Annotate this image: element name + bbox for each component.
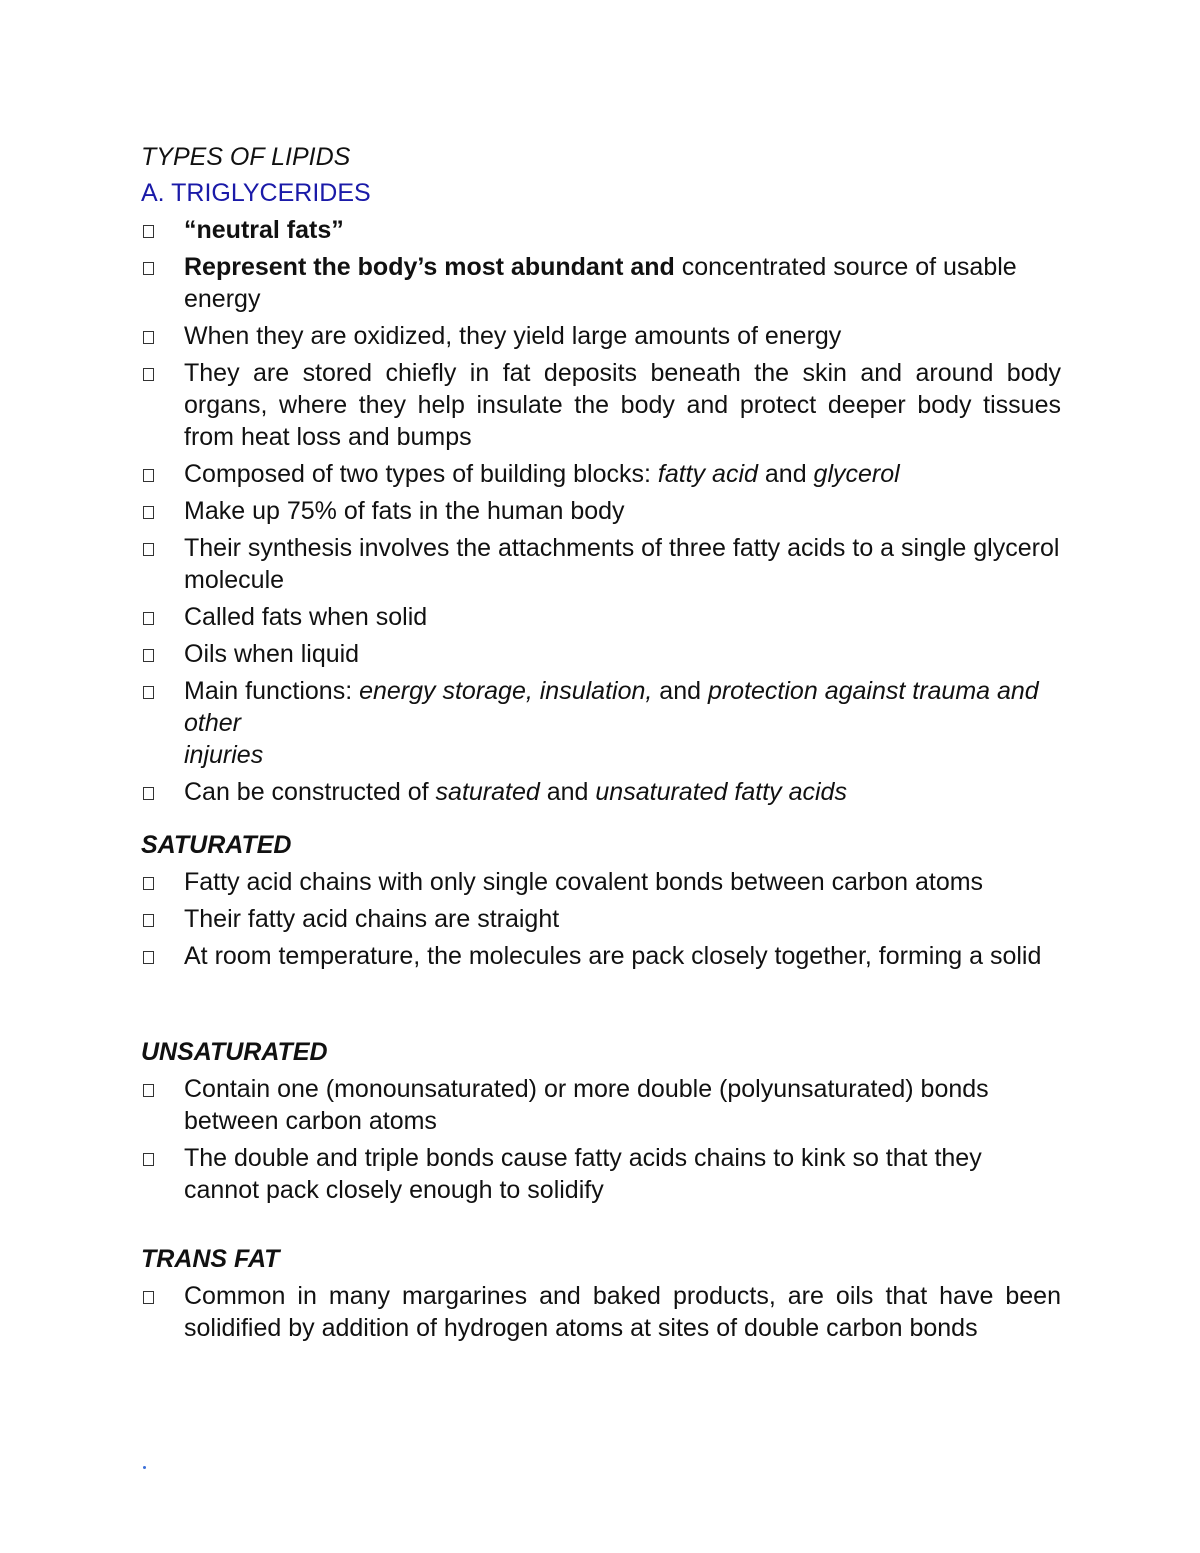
section-heading-saturated: SATURATED xyxy=(141,831,292,859)
section-heading-trans-fat: TRANS FAT xyxy=(141,1245,280,1273)
unsaturated-list xyxy=(141,1073,1061,1211)
bullet-box-icon xyxy=(143,543,154,556)
bullet-box-icon xyxy=(143,368,154,381)
section-heading-triglycerides: A. TRIGLYCERIDES xyxy=(141,179,371,207)
bullet-box-icon xyxy=(143,877,154,890)
list-item: Can be constructed of saturated and unsaturated fatty acids xyxy=(141,776,1061,808)
bullet-box-icon xyxy=(143,649,154,662)
bullet-box-icon xyxy=(143,262,154,275)
saturated-list xyxy=(141,866,1061,977)
bullet-box-icon xyxy=(143,225,154,238)
list-item: Main functions: energy storage, insulation, and protection against trauma and other injuries xyxy=(141,675,1061,771)
list-item: Oils when liquid xyxy=(141,638,1061,670)
trans-fat-list xyxy=(141,1280,1061,1349)
bullet-box-icon xyxy=(143,612,154,625)
list-item: Fatty acid chains with only single covalent bonds between carbon atoms xyxy=(141,866,1061,898)
section-heading-unsaturated: UNSATURATED xyxy=(141,1038,328,1066)
bullet-box-icon xyxy=(143,951,154,964)
list-item: Make up 75% of fats in the human body xyxy=(141,495,1061,527)
list-item: At room temperature, the molecules are pack closely together, forming a solid xyxy=(141,940,1061,972)
triglycerides-list xyxy=(141,214,1061,813)
list-item: Contain one (monounsaturated) or more double (polyunsaturated) bonds between carbon atoms xyxy=(141,1073,1061,1137)
list-item: When they are oxidized, they yield large amounts of energy xyxy=(141,320,1061,352)
stray-dot xyxy=(143,1466,146,1469)
list-item: The double and triple bonds cause fatty acids chains to kink so that they cannot pack closely enough to solidify xyxy=(141,1142,1061,1206)
bullet-box-icon xyxy=(143,1153,154,1166)
list-item: Their fatty acid chains are straight xyxy=(141,903,1061,935)
list-item: Common in many margarines and baked products, are oils that have been solidified by addition of hydrogen atoms at sites of double carbon bonds xyxy=(141,1280,1061,1344)
list-item: Composed of two types of building blocks: fatty acid and glycerol xyxy=(141,458,1061,490)
bullet-box-icon xyxy=(143,1084,154,1097)
bullet-box-icon xyxy=(143,1291,154,1304)
bullet-box-icon xyxy=(143,331,154,344)
bullet-box-icon xyxy=(143,914,154,927)
list-item: Their synthesis involves the attachments of three fatty acids to a single glycerol molecule xyxy=(141,532,1061,596)
list-item: They are stored chiefly in fat deposits beneath the skin and around body organs, where they help insulate the body and protect deeper body tissues from heat loss and bumps xyxy=(141,357,1061,453)
bullet-box-icon xyxy=(143,787,154,800)
list-item: Represent the body’s most abundant and concentrated source of usable energy xyxy=(141,251,1061,315)
document-title: TYPES OF LIPIDS xyxy=(141,143,351,171)
list-item: “neutral fats” xyxy=(141,214,1061,246)
bullet-box-icon xyxy=(143,506,154,519)
list-item: Called fats when solid xyxy=(141,601,1061,633)
bullet-box-icon xyxy=(143,686,154,699)
bullet-box-icon xyxy=(143,469,154,482)
